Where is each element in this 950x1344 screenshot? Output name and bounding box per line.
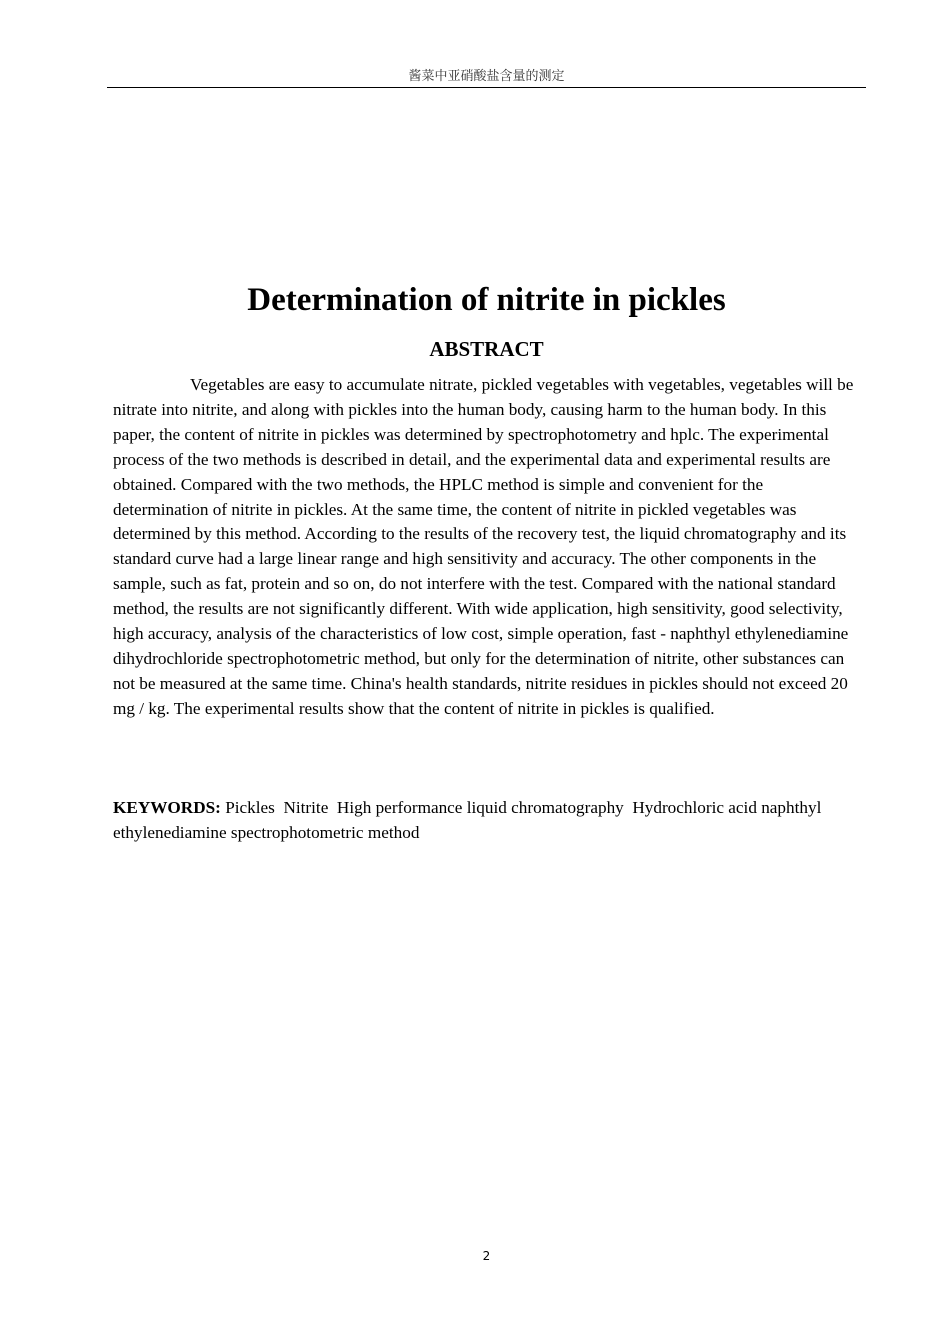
page-number: 2 [482, 1249, 491, 1263]
keywords-list: Pickles Nitrite High performance liquid chromatography Hydrochloric acid naphthyl ethylenediamine spectrophotometric method [113, 798, 826, 842]
running-header: 酱菜中亚硝酸盐含量的测定 [408, 69, 565, 84]
keywords-label: KEYWORDS: [113, 798, 221, 817]
header-rule [107, 87, 866, 88]
abstract-body: Vegetables are easy to accumulate nitrate, pickled vegetables with vegetables, vegetables will be nitrate into nitrite, and along with pickles into the human body, causing harm to the human body. In this paper, the content of nitrite in pickles was determined by spectrophotometry and hplc. The experimental process of the two methods is described in detail, and the experimental data and experimental results are obtained. Compared with the two methods, the HPLC method is simple and convenient for the determination of nitrite in pickles. At the same time, the content of nitrite in pickled vegetables was determined by this method. According to the results of the recovery test, the liquid chromatography and its standard curve had a large linear range and high sensitivity and accuracy. The other components in the sample, such as fat, protein and so on, do not interfere with the test. Compared with the national standard method, the results are not significantly different. With wide application, high sensitivity, good selectivity, high accuracy, analysis of the characteristics of low cost, simple operation, fast - naphthyl ethylenediamine dihydrochloride spectrophotometric method, but only for the determination of nitrite, other substances can not be measured at the same time. China's health standards, nitrite residues in pickles should not exceed 20 mg / kg. The experimental results show that the content of nitrite in pickles is qualified. [113, 375, 854, 718]
paper-title: Determination of nitrite in pickles [247, 282, 726, 318]
keywords [113, 796, 858, 846]
abstract-heading: ABSTRACT [429, 337, 544, 361]
